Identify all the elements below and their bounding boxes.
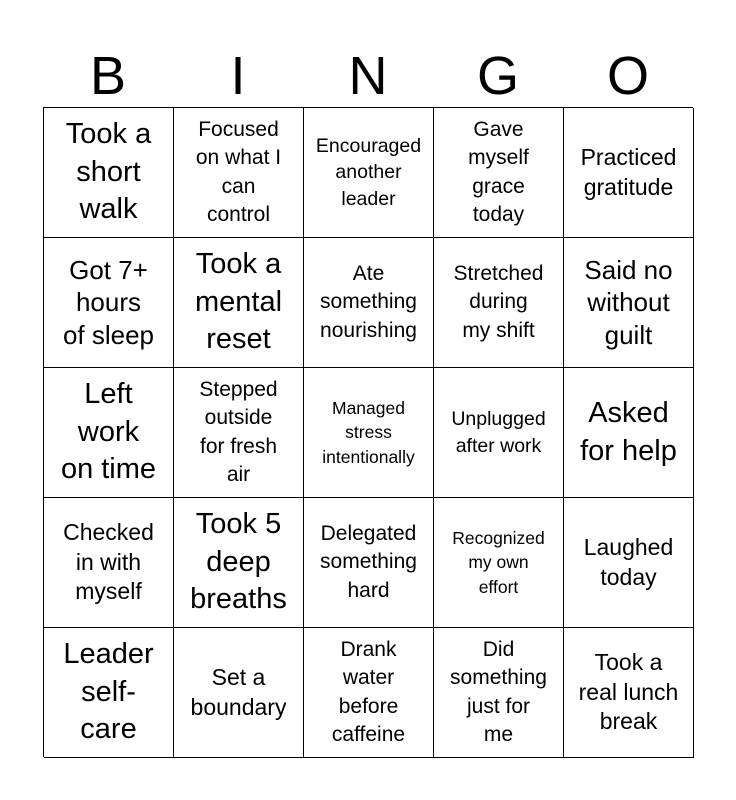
bingo-cell[interactable] [564, 108, 694, 238]
bingo-cell[interactable] [304, 108, 434, 238]
header-letter-g: G [476, 46, 519, 106]
cell-text: Set a boundary [190, 664, 287, 720]
bingo-cell[interactable] [44, 628, 174, 758]
bingo-cell[interactable] [174, 108, 304, 238]
bingo-cell[interactable] [174, 628, 304, 758]
cell-text: Practiced gratitude [580, 144, 677, 200]
header-letter-i: I [230, 46, 246, 106]
bingo-cell[interactable] [304, 238, 434, 368]
bingo-cell[interactable] [44, 238, 174, 368]
cell-text: Stretched during my shift [453, 261, 544, 342]
bingo-cell[interactable] [304, 628, 434, 758]
cell-text: Took 5 deep breaths [190, 507, 287, 616]
cell-text: Said no without guilt [584, 254, 673, 350]
header-letter-o: O [606, 46, 649, 106]
bingo-cell[interactable] [434, 108, 564, 238]
bingo-cell[interactable] [564, 368, 694, 498]
header-letter-b: B [89, 46, 127, 106]
bingo-board [43, 107, 693, 757]
cell-text: Checked in with myself [63, 519, 154, 605]
bingo-cell[interactable] [564, 238, 694, 368]
header-letter-n: N [348, 46, 388, 106]
bingo-cell[interactable] [304, 498, 434, 628]
cell-text: Encouraged another leader [315, 135, 422, 210]
bingo-cell[interactable] [304, 368, 434, 498]
cell-text: Unplugged after work [451, 408, 546, 457]
cell-text: Laughed today [583, 534, 674, 590]
cell-text: Took a mental reset [194, 247, 283, 356]
bingo-header [43, 44, 693, 108]
bingo-cell[interactable] [174, 238, 304, 368]
bingo-cell[interactable] [44, 368, 174, 498]
cell-text: Did something just for me [450, 637, 547, 746]
bingo-cell[interactable] [434, 238, 564, 368]
cell-text: Took a real lunch break [578, 649, 679, 735]
bingo-cell[interactable] [44, 498, 174, 628]
cell-text: Left work on time [60, 377, 157, 486]
bingo-cell[interactable] [44, 108, 174, 238]
bingo-cell[interactable] [564, 628, 694, 758]
bingo-cell[interactable] [564, 498, 694, 628]
bingo-cell[interactable] [434, 498, 564, 628]
cell-text: Delegated something hard [320, 521, 417, 602]
cell-text: Leader self- care [63, 637, 154, 746]
bingo-cell[interactable] [434, 368, 564, 498]
bingo-cell[interactable] [174, 368, 304, 498]
cell-text: Got 7+ hours of sleep [62, 254, 155, 350]
cell-text: Managed stress intentionally [322, 398, 415, 467]
cell-text: Asked for help [580, 396, 677, 467]
cell-text: Focused on what I can control [195, 117, 282, 226]
cell-text: Drank water before caffeine [331, 637, 406, 746]
cell-text: Took a short walk [65, 117, 152, 226]
cell-text: Stepped outside for fresh air [199, 377, 278, 486]
cell-text: Gave myself grace today [468, 117, 529, 226]
bingo-cell[interactable] [174, 498, 304, 628]
bingo-cell[interactable] [434, 628, 564, 758]
cell-text: Ate something nourishing [320, 261, 417, 342]
cell-text: Recognized my own effort [452, 528, 545, 597]
